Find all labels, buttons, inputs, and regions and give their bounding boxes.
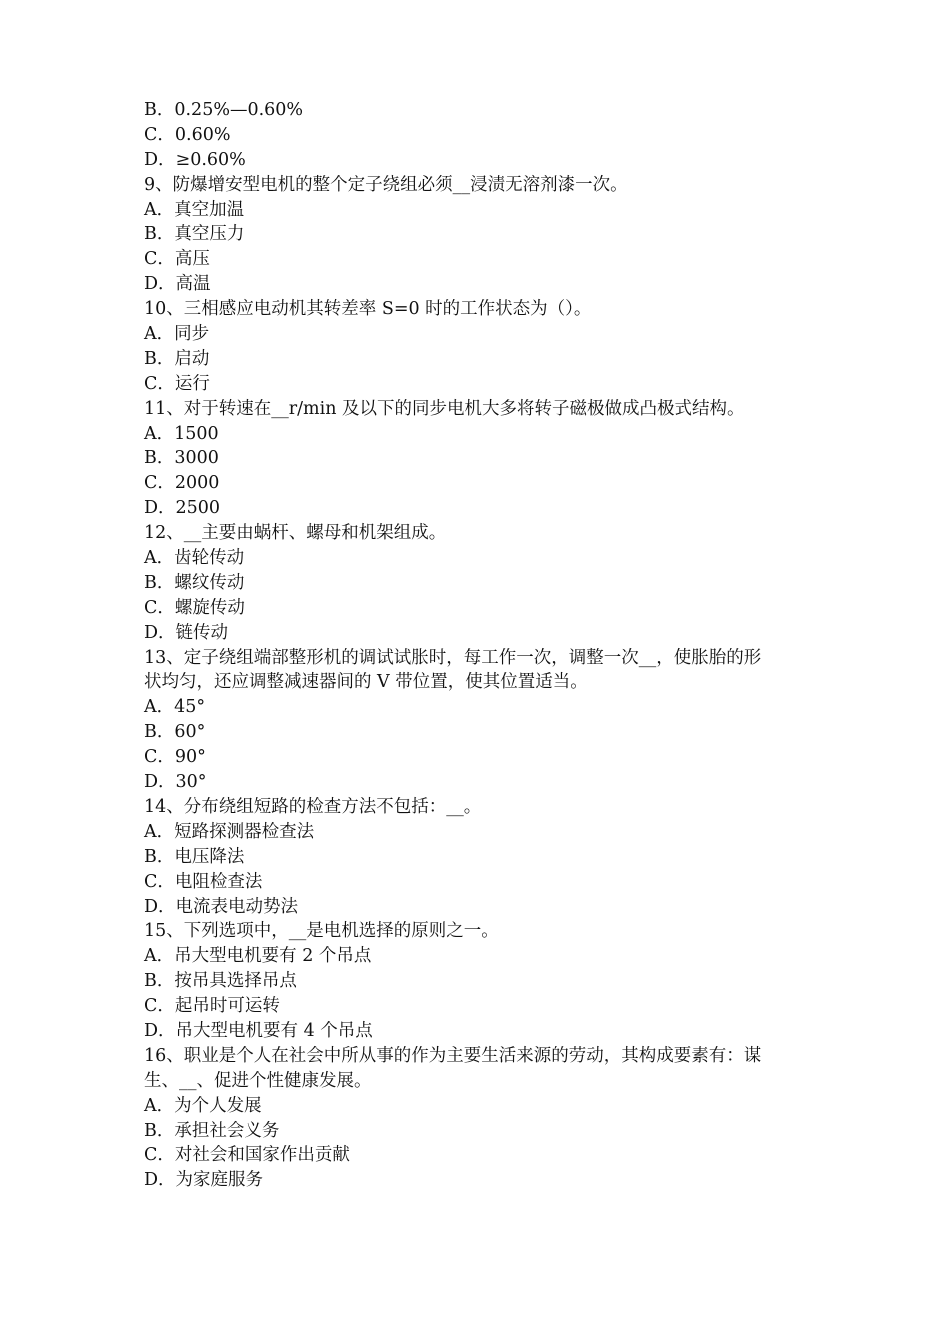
question-line: 10、三相感应电动机其转差率 S=0 时的工作状态为（）。 bbox=[144, 299, 592, 320]
question-line: 15、下列选项中，__是电机选择的原则之一。 bbox=[144, 921, 499, 942]
question-line: 11、对于转速在__r/min 及以下的同步电机大多将转子磁极做成凸极式结构。 bbox=[144, 398, 745, 419]
option-line: C．起吊时可运转 bbox=[144, 996, 280, 1017]
option-line: C．0.60% bbox=[144, 124, 231, 145]
option-line: D．2500 bbox=[144, 498, 221, 519]
option-line: D．为家庭服务 bbox=[144, 1170, 264, 1191]
option-line: C．90° bbox=[144, 747, 206, 768]
option-line: A．为个人发展 bbox=[144, 1095, 262, 1116]
option-line: D．链传动 bbox=[144, 622, 229, 643]
option-line: B．启动 bbox=[144, 348, 210, 369]
option-line: B．电压降法 bbox=[144, 846, 245, 867]
question-line: 14、分布绕组短路的检查方法不包括：__。 bbox=[144, 796, 482, 817]
option-line: B．螺纹传动 bbox=[144, 572, 245, 593]
option-line: C．运行 bbox=[144, 373, 210, 394]
option-line: D．电流表电动势法 bbox=[144, 896, 299, 917]
option-line: C．2000 bbox=[144, 473, 220, 494]
option-line: A．短路探测器检查法 bbox=[144, 821, 315, 842]
question-line: 13、定子绕组端部整形机的调试试胀时，每工作一次，调整一次__，使胀胎的形 bbox=[144, 647, 762, 668]
document-body bbox=[144, 98, 814, 1193]
question-line-continued: 生、__、促进个性健康发展。 bbox=[144, 1070, 372, 1091]
option-line: A．同步 bbox=[144, 324, 210, 345]
option-line: B．真空压力 bbox=[144, 224, 245, 245]
option-line: A．45° bbox=[144, 697, 206, 718]
option-line: C．螺旋传动 bbox=[144, 597, 245, 618]
option-line: C．对社会和国家作出贡献 bbox=[144, 1145, 350, 1166]
option-line: B．60° bbox=[144, 722, 206, 743]
option-line: A．真空加温 bbox=[144, 199, 245, 220]
question-line-continued: 状均匀，还应调整减速器间的 V 带位置，使其位置适当。 bbox=[144, 672, 588, 693]
question-line: 9、防爆增安型电机的整个定子绕组必须__浸渍无溶剂漆一次。 bbox=[144, 174, 628, 195]
option-line: A．齿轮传动 bbox=[144, 548, 245, 569]
option-line: D．高温 bbox=[144, 274, 211, 295]
option-line: D．≥0.60% bbox=[144, 149, 246, 170]
option-line: C．电阻检查法 bbox=[144, 871, 263, 892]
option-line: D．吊大型电机要有 4 个吊点 bbox=[144, 1020, 373, 1041]
option-line: D．30° bbox=[144, 772, 207, 793]
option-line: B．承担社会义务 bbox=[144, 1120, 280, 1141]
question-line: 16、职业是个人在社会中所从事的作为主要生活来源的劳动，其构成要素有：谋 bbox=[144, 1045, 762, 1066]
option-line: B．3000 bbox=[144, 448, 219, 469]
question-line: 12、__主要由蜗杆、螺母和机架组成。 bbox=[144, 523, 447, 544]
option-line: A．1500 bbox=[144, 423, 219, 444]
option-line: B．0.25%—0.60% bbox=[144, 100, 304, 120]
option-line: C．高压 bbox=[144, 249, 210, 270]
option-line: A．吊大型电机要有 2 个吊点 bbox=[144, 946, 372, 967]
option-line: B．按吊具选择吊点 bbox=[144, 971, 297, 992]
